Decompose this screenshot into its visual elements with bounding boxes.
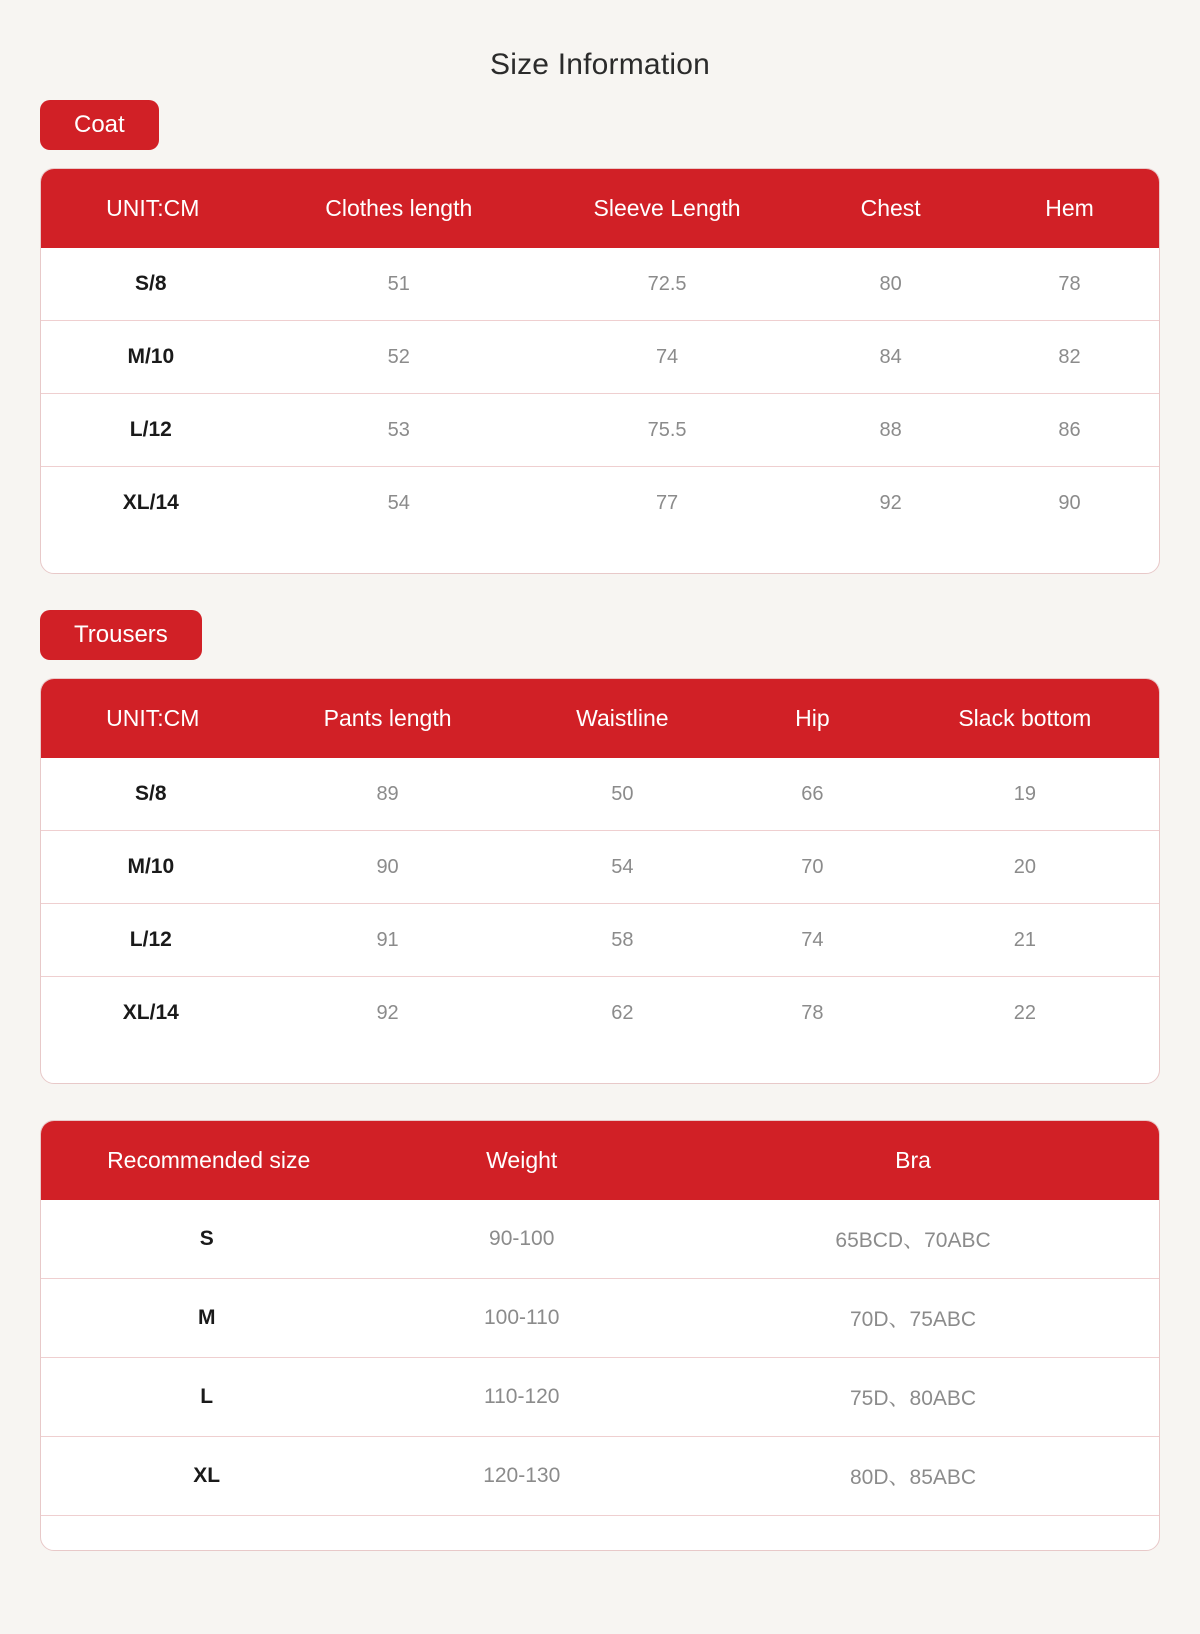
cell-size: L/12 [41, 394, 265, 467]
column-header-waistline: Waistline [511, 679, 735, 758]
cell-clothes-length: 54 [387, 491, 410, 514]
cell-clothes-length: 53 [265, 394, 533, 467]
column-header-pants-length: Pants length [265, 679, 511, 758]
table-row [41, 1200, 1159, 1279]
cell-size: L [41, 1358, 376, 1437]
table-row [41, 831, 1159, 904]
card-bottom-padding [41, 1516, 1159, 1550]
table-row [41, 467, 1159, 540]
cell-slack-bottom: 20 [891, 831, 1159, 904]
cell-size: M/10 [41, 831, 265, 904]
trousers-size-table [41, 679, 1159, 1049]
cell-size: S/8 [41, 758, 265, 831]
coat-size-table [41, 169, 1159, 539]
cell-clothes-length: 52 [265, 321, 533, 394]
recommended-size-table [41, 1121, 1159, 1516]
cell-clothes-length: 51 [265, 248, 533, 321]
page-title: Size Information [490, 48, 710, 81]
cell-size: M/10 [41, 321, 265, 394]
cell-weight: 90-100 [376, 1200, 667, 1279]
cell-size: XL/14 [122, 1001, 179, 1024]
cell-size: XL [41, 1437, 376, 1516]
recommended-size-table-card [40, 1120, 1160, 1551]
cell-waistline: 62 [611, 1001, 634, 1024]
table-row [41, 904, 1159, 977]
table-row [41, 248, 1159, 321]
column-header-slack-bottom: Slack bottom [891, 679, 1159, 758]
cell-hip: 66 [734, 758, 891, 831]
cell-chest: 88 [801, 394, 980, 467]
cell-weight: 120-130 [376, 1437, 667, 1516]
cell-chest: 92 [879, 491, 902, 514]
table-header-row [41, 169, 1159, 248]
cell-weight: 110-120 [376, 1358, 667, 1437]
table-row [41, 1437, 1159, 1516]
cell-pants-length: 90 [265, 831, 511, 904]
column-header-clothes-length: Clothes length [265, 169, 533, 248]
column-header-unit: UNIT:CM [41, 679, 265, 758]
cell-hip: 74 [734, 904, 891, 977]
card-bottom-padding [41, 1049, 1159, 1083]
cell-bra: 80D、85ABC [667, 1437, 1159, 1516]
cell-pants-length: 92 [376, 1001, 399, 1024]
cell-pants-length: 89 [265, 758, 511, 831]
section-tag-trousers: Trousers [40, 610, 202, 660]
card-bottom-padding [41, 539, 1159, 573]
table-row [41, 394, 1159, 467]
coat-size-table-card [40, 168, 1160, 574]
column-header-sleeve-length: Sleeve Length [533, 169, 801, 248]
cell-hem: 82 [980, 321, 1159, 394]
column-header-recommended-size: Recommended size [41, 1121, 376, 1200]
trousers-size-table-card [40, 678, 1160, 1084]
table-row [41, 321, 1159, 394]
cell-hem: 90 [1058, 491, 1081, 514]
cell-weight: 100-110 [376, 1279, 667, 1358]
cell-waistline: 54 [511, 831, 735, 904]
cell-sleeve-length: 72.5 [533, 248, 801, 321]
cell-size: XL/14 [122, 491, 179, 514]
cell-sleeve-length: 77 [655, 491, 679, 514]
column-header-bra: Bra [667, 1121, 1159, 1200]
cell-bra: 65BCD、70ABC [667, 1200, 1159, 1279]
cell-slack-bottom: 19 [891, 758, 1159, 831]
cell-bra: 70D、75ABC [667, 1279, 1159, 1358]
column-header-weight: Weight [376, 1121, 667, 1200]
cell-slack-bottom: 21 [891, 904, 1159, 977]
cell-waistline: 50 [511, 758, 735, 831]
column-header-hip: Hip [734, 679, 891, 758]
column-header-chest: Chest [801, 169, 980, 248]
table-row [41, 758, 1159, 831]
cell-sleeve-length: 74 [533, 321, 801, 394]
cell-size: S/8 [41, 248, 265, 321]
cell-size: S [41, 1200, 376, 1279]
cell-hip: 70 [734, 831, 891, 904]
cell-hip: 78 [801, 1001, 824, 1024]
cell-sleeve-length: 75.5 [533, 394, 801, 467]
cell-size: M [41, 1279, 376, 1358]
cell-hem: 78 [980, 248, 1159, 321]
cell-size: L/12 [41, 904, 265, 977]
cell-chest: 84 [801, 321, 980, 394]
trousers-section-header [40, 610, 1160, 678]
table-header-row [41, 1121, 1159, 1200]
table-row [41, 1279, 1159, 1358]
column-header-unit: UNIT:CM [41, 169, 265, 248]
cell-waistline: 58 [511, 904, 735, 977]
table-row [41, 1358, 1159, 1437]
cell-slack-bottom: 22 [1013, 1001, 1036, 1024]
section-tag-coat: Coat [40, 100, 159, 150]
cell-hem: 86 [980, 394, 1159, 467]
cell-chest: 80 [801, 248, 980, 321]
cell-bra: 75D、80ABC [667, 1358, 1159, 1437]
table-header-row [41, 679, 1159, 758]
cell-pants-length: 91 [265, 904, 511, 977]
column-header-hem: Hem [980, 169, 1159, 248]
table-row [41, 977, 1159, 1050]
coat-section-header [40, 100, 1160, 168]
